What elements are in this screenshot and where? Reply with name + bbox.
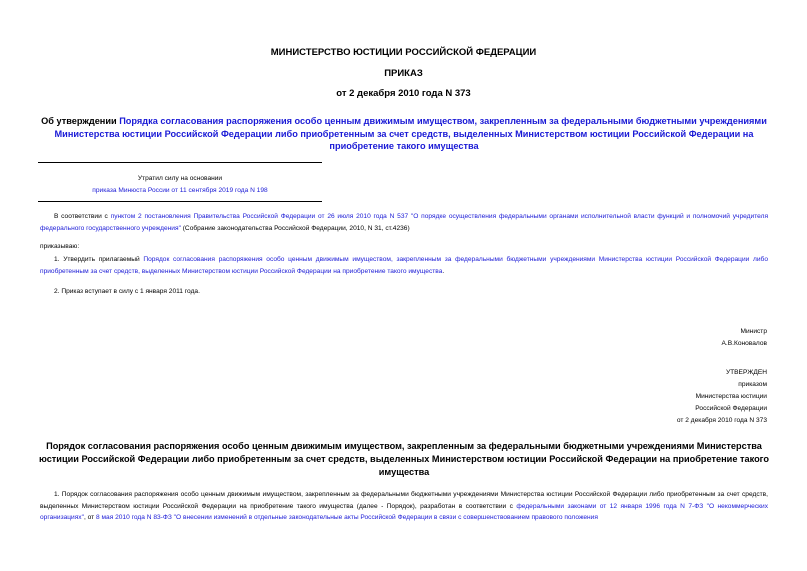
status-note: [38, 173, 322, 196]
paragraph-1: [40, 489, 768, 524]
preamble-link[interactable]: пунктом 2 постановления Правительства Российской Федерации от 26 июля 2010 года N 537 "О порядке осуществления федеральными органами исполнительной власти функций и полномочий учредителя федерального государственного учреждения": [40, 213, 769, 232]
status-line: Утратил силу на основании: [137, 175, 223, 182]
preamble-text-2: (Собрание законодательства Российской Федерации, 2010, N 31, ст.4236): [180, 224, 410, 232]
para-1-link-2[interactable]: 8 мая 2010 года N 83-ФЗ "О внесении изменений в отдельные законодательные акты Российской Федерации в связи с совершенствованием правового положения: [96, 514, 598, 521]
order-title-prefix: Об утверждении: [41, 116, 120, 126]
approval-block: [677, 367, 767, 427]
doc-type-heading: ПРИКАЗ: [384, 68, 423, 79]
item-1-prefix: 1. Утвердить прилагаемый: [54, 256, 144, 263]
divider-bottom: [38, 201, 322, 202]
signature-name: А.В.Коновалов: [721, 340, 767, 347]
ministry-heading: МИНИСТЕРСТВО ЮСТИЦИИ РОССИЙСКОЙ ФЕДЕРАЦИИ: [270, 47, 537, 58]
appendix-title: Порядок согласования распоряжения особо ценным движимым имуществом, закрепленным за федеральными бюджетными учреждениями Министерства юстиции Российской Федерации либо приобретенным за счет средств, выделенных Министерством юстиции Российской Федерации на приобретение такого имущества: [38, 441, 770, 477]
approval-line-4: Российской Федерации: [695, 405, 767, 412]
order-title: [40, 115, 768, 153]
item-1-link[interactable]: Порядок согласования распоряжения особо ценным движимым имуществом, закрепленным за федеральными бюджетными учреждениями Министерства юстиции Российской Федерации либо приобретенным за счет средств, выделенных Министерством юстиции Российской Федерации на приобретение такого имущества: [40, 256, 768, 275]
status-link[interactable]: приказа Минюста России от 11 сентября 2019 года N 198: [92, 186, 268, 194]
preamble-text-1: В соответствии с: [54, 213, 111, 220]
signature-position: Министр: [740, 328, 767, 335]
para-1-text-2: , от: [83, 514, 96, 521]
item-2: 2. Приказ вступает в силу с 1 января 2011 года.: [54, 288, 200, 295]
approval-line-1: УТВЕРЖДЕН: [725, 369, 767, 376]
approval-line-2: приказом: [738, 381, 767, 388]
para-1-link-1[interactable]: федеральными законами от 12 января 1996 года N 7-ФЗ "О некоммерческих организациях": [40, 502, 768, 521]
order-word: приказываю:: [40, 243, 80, 250]
preamble-paragraph: [40, 211, 768, 234]
signature-block: [722, 326, 767, 350]
item-1: [40, 254, 768, 277]
divider-top: [38, 162, 322, 163]
approval-line-5: от 2 декабря 2010 года N 373: [676, 417, 767, 424]
doc-date-number: от 2 декабря 2010 года N 373: [336, 88, 471, 99]
para-1-text-1: 1. Порядок согласования распоряжения особо ценным движимым имуществом, закрепленным за федеральными бюджетными учреждениями Министерства юстиции Российской Федерации либо приобретенным за счет средств, выделенных Министерством юстиции Российской Федерации на приобретение такого имущества (далее - Порядок), разработан в соответствии с: [40, 491, 768, 510]
approval-line-3: Министерства юстиции: [695, 393, 767, 400]
item-1-suffix: .: [442, 267, 445, 275]
order-title-link[interactable]: Порядка согласования распоряжения особо ценным движимым имуществом, закрепленным за федеральными бюджетными учреждениями Министерства юстиции Российской Федерации либо приобретенным за счет средств, выделенных Министерством юстиции Российской Федерации на приобретение такого имущества: [54, 116, 767, 151]
